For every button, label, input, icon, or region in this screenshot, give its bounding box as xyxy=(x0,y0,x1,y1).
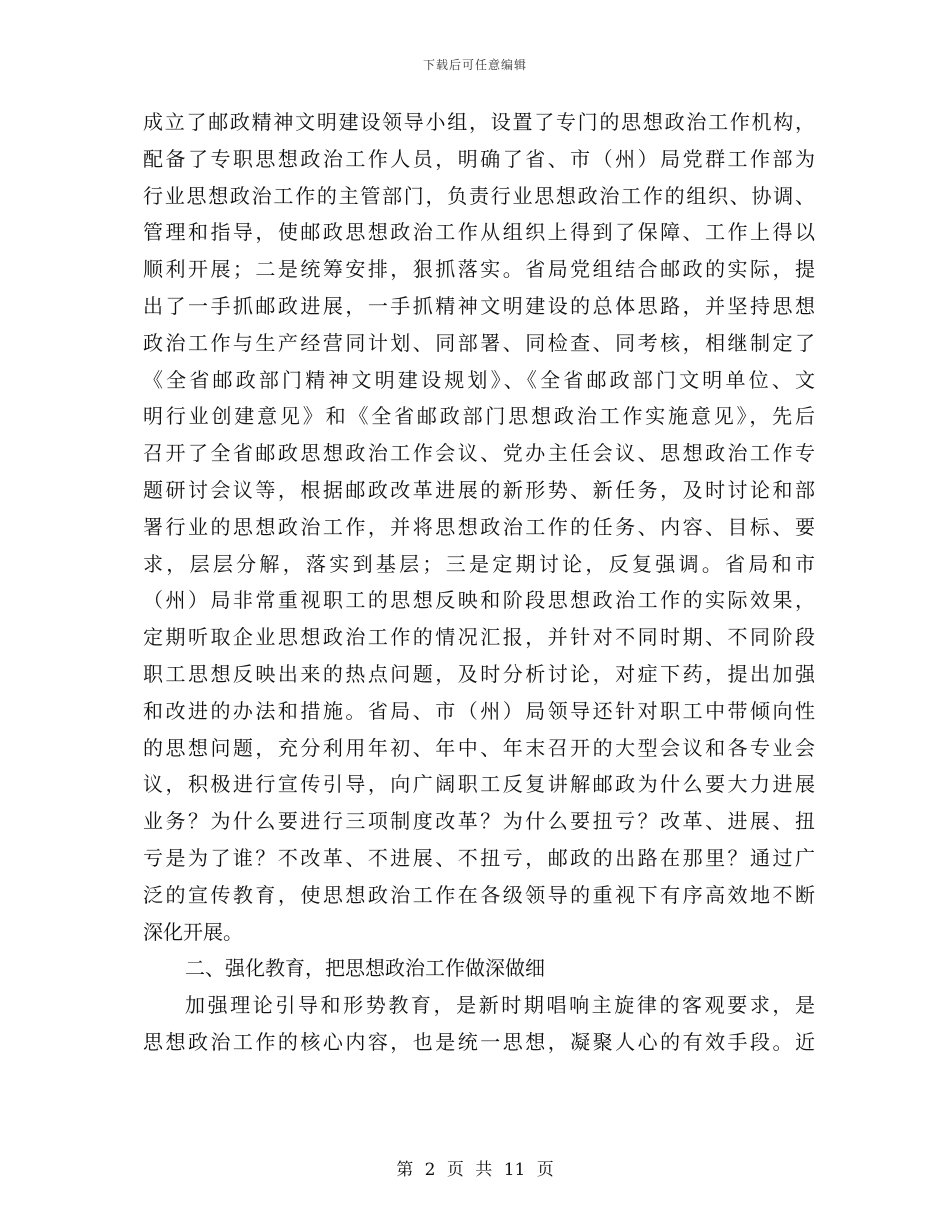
paragraph-line: 求，层层分解，落实到基层；三是定期讨论，反复强调。省局和市 xyxy=(143,551,815,576)
paragraph-line: 定期听取企业思想政治工作的情况汇报，并针对不同时期、不同阶段 xyxy=(143,625,815,650)
paragraph-line: 泛的宣传教育，使思想政治工作在各级领导的重视下有序高效地不断 xyxy=(143,882,815,907)
paragraph-line: 思想政治工作的核心内容，也是统一思想，凝聚人心的有效手段。近 xyxy=(143,1029,815,1054)
paragraph-line: 政治工作与生产经营同计划、同部署、同检查、同考核，相继制定了 xyxy=(143,330,815,355)
paragraph-line: 《全省邮政部门精神文明建设规划》、《全省邮政部门文明单位、文 xyxy=(143,367,815,392)
paragraph-line: 顺利开展；二是统筹安排，狠抓落实。省局党组结合邮政的实际，提 xyxy=(143,257,815,282)
paragraph-line: 深化开展。 xyxy=(143,919,243,944)
paragraph-line: 的思想问题，充分利用年初、年中、年末召开的大型会议和各专业会 xyxy=(143,735,815,760)
paragraph-line: （州）局非常重视职工的思想反映和阶段思想政治工作的实际效果， xyxy=(143,588,815,613)
paragraph-line: 和改进的办法和措施。省局、市（州）局领导还针对职工中带倾向性 xyxy=(143,698,815,723)
paragraph-line: 题研讨会议等，根据邮政改革进展的新形势、新任务，及时讨论和部 xyxy=(143,477,815,502)
paragraph-line: 明行业创建意见》和《全省邮政部门思想政治工作实施意见》，先后 xyxy=(143,404,815,429)
paragraph-line: 配备了专职思想政治工作人员，明确了省、市（州）局党群工作部为 xyxy=(143,146,815,171)
paragraph-line: 召开了全省邮政思想政治工作会议、党办主任会议、思想政治工作专 xyxy=(143,441,815,466)
paragraph-line: 成立了邮政精神文明建设领导小组，设置了专门的思想政治工作机构， xyxy=(143,110,815,134)
page-header: 下载后可任意编辑 xyxy=(422,58,527,72)
paragraph-line: 亏是为了谁？不改革、不进展、不扭亏，邮政的出路在那里？通过广 xyxy=(143,845,815,870)
body-text xyxy=(143,104,815,1061)
paragraph-line: 署行业的思想政治工作，并将思想政治工作的任务、内容、目标、要 xyxy=(143,514,815,539)
paragraph-line: 加强理论引导和形势教育，是新时期唱响主旋律的客观要求，是 xyxy=(185,993,815,1018)
section-heading: 二、强化教育，把思想政治工作做深做细 xyxy=(185,956,545,981)
paragraph-line: 职工思想反映出来的热点问题，及时分析讨论，对症下药，提出加强 xyxy=(143,661,815,686)
paragraph-line: 出了一手抓邮政进展，一手抓精神文明建设的总体思路，并坚持思想 xyxy=(143,293,815,318)
paragraph-line: 行业思想政治工作的主管部门，负责行业思想政治工作的组织、协调、 xyxy=(143,183,815,208)
paragraph-line: 业务？为什么要进行三项制度改革？为什么要扭亏？改革、进展、扭 xyxy=(143,809,815,834)
paragraph-line: 管理和指导，使邮政思想政治工作从组织上得到了保障、工作上得以 xyxy=(143,220,815,245)
page-footer: 第 2 页 共 11 页 xyxy=(396,1160,554,1180)
paragraph-line: 议，积极进行宣传引导，向广阔职工反复讲解邮政为什么要大力进展 xyxy=(143,772,815,797)
